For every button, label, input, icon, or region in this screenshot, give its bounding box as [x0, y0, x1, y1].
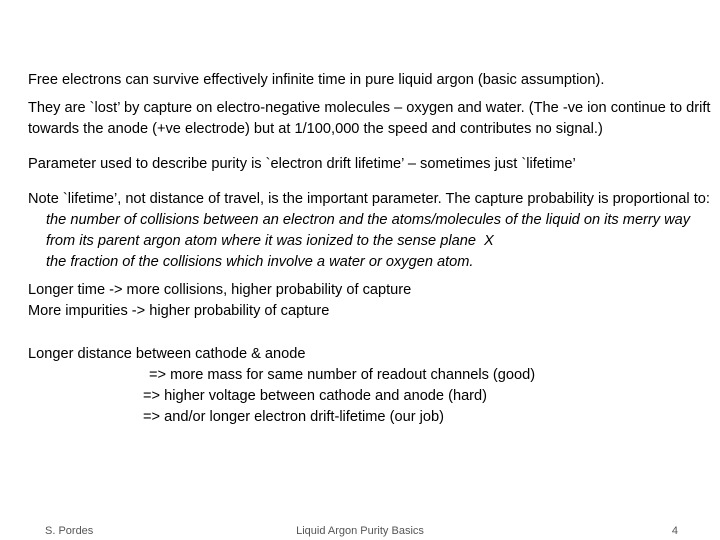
proportional-item-fraction: the fraction of the collisions which involve a water or oxygen atom.: [46, 254, 474, 270]
capture-paragraph: They are `lost’ by capture on electro-negative molecules – oxygen and water. (The -ve ion continue to drift towards the anode (+ve electrode) but at 1/100,000 the speed and contributes no signal.): [28, 100, 715, 137]
longer-distance-paragraph: Longer distance between cathode & anode: [28, 346, 306, 362]
footer-author: S. Pordes: [45, 525, 94, 537]
intro-paragraph: Free electrons can survive effectively infinite time in pure liquid argon (basic assumption).: [28, 72, 605, 88]
proportional-item-collisions: the number of collisions between an electron and the atoms/molecules of the liquid on its merry way from its parent argon atom where it was ionized to the sense plane X: [46, 212, 695, 249]
spacer: [28, 91, 712, 98]
consequence-voltage: => higher voltage between cathode and anode (hard): [143, 388, 488, 404]
longer-time-line: Longer time -> more collisions, higher probability of capture: [28, 282, 412, 298]
note-paragraph: Note `lifetime’, not distance of travel, is the important parameter. The capture probability is proportional to:: [28, 191, 710, 207]
spacer: [28, 322, 712, 344]
slide-body: [28, 70, 715, 428]
footer-page-number: 4: [671, 525, 678, 537]
spacer: [28, 140, 712, 154]
consequence-lifetime: => and/or longer electron drift-lifetime (our job): [143, 409, 444, 425]
consequence-mass: => more mass for same number of readout channels (good): [149, 367, 536, 383]
spacer: [28, 273, 712, 280]
more-impurities-line: More impurities -> higher probability of capture: [28, 303, 330, 319]
footer-title: Liquid Argon Purity Basics: [296, 525, 424, 537]
parameter-paragraph: Parameter used to describe purity is `electron drift lifetime’ – sometimes just `lifetime’: [28, 156, 576, 172]
spacer: [28, 175, 712, 189]
